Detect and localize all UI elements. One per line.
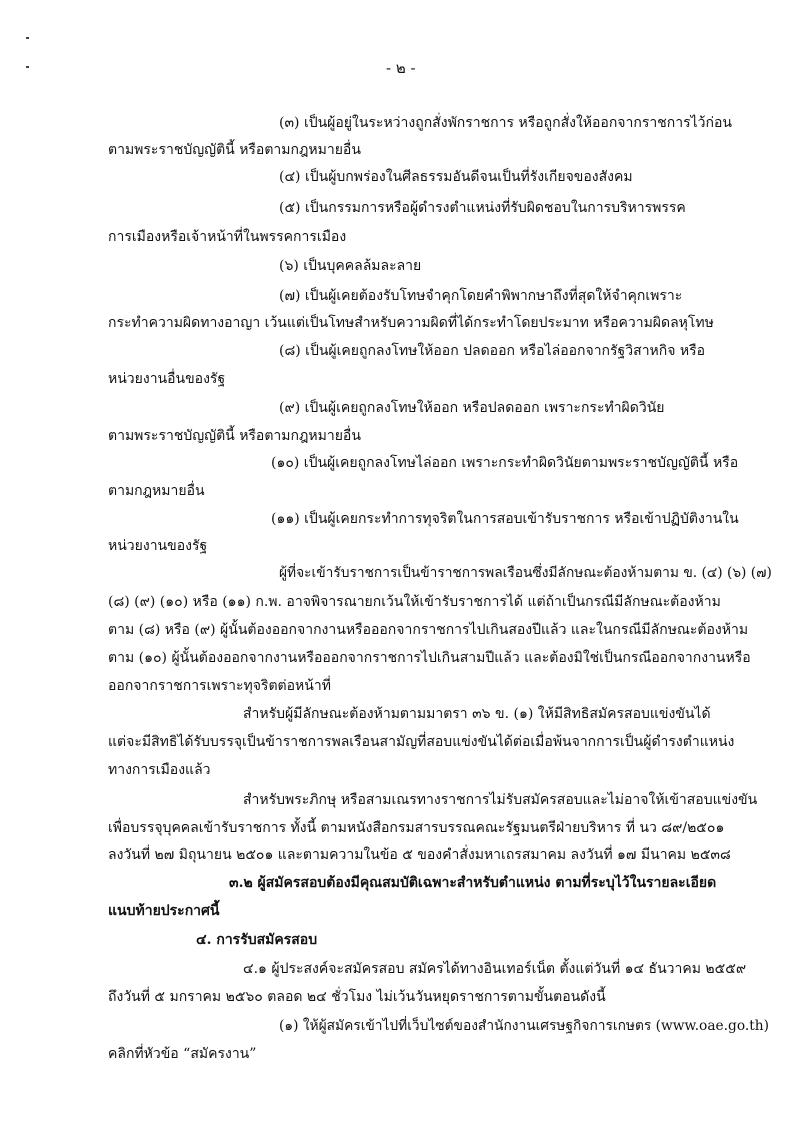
text-line: ออกจากราชการเพราะทุจริตต่อหน้าที่ bbox=[108, 678, 331, 694]
text-line: (๕) เป็นกรรมการหรือผู้ดำรงตำแหน่งที่รับผิดชอบในการบริหารพรรค bbox=[279, 200, 686, 216]
text-line: ๔.๑ ผู้ประสงค์จะสมัครสอบ สมัครได้ทางอินเทอร์เน็ต ตั้งแต่วันที่ ๑๔ ธันวาคม ๒๕๕๙ bbox=[243, 961, 747, 977]
text-line: (๘) เป็นผู้เคยถูกลงโทษให้ออก ปลดออก หรือไล่ออกจากรัฐวิสาหกิจ หรือ bbox=[279, 343, 706, 359]
text-line: ทางการเมืองแล้ว bbox=[108, 762, 211, 778]
text-line: (๓) เป็นผู้อยู่ในระหว่างถูกสั่งพักราชการ หรือถูกสั่งให้ออกจากราชการไว้ก่อน bbox=[279, 115, 732, 131]
text-line: ตาม (๘) หรือ (๙) ผู้นั้นต้องออกจากงานหรือออกจากราชการไปเกินสองปีแล้ว และในกรณีมีลักษณะต้องห้าม bbox=[108, 622, 749, 638]
text-line: (๗) เป็นผู้เคยต้องรับโทษจำคุกโดยคำพิพากษาถึงที่สุดให้จำคุกเพราะ bbox=[279, 288, 683, 304]
page-number: - ๒ - bbox=[386, 59, 416, 77]
section-heading: แนบท้ายประกาศนี้ bbox=[108, 903, 220, 919]
scan-mark bbox=[26, 37, 29, 39]
text-line: หน่วยงานอื่นของรัฐ bbox=[108, 371, 226, 387]
text-line: ตามกฎหมายอื่น bbox=[108, 483, 205, 499]
text-line: (๑) ให้ผู้สมัครเข้าไปที่เว็บไซต์ของสำนักงานเศรษฐกิจการเกษตร (www.oae.go.th) bbox=[279, 1018, 769, 1034]
text-line: เพื่อบรรจุบุคคลเข้ารับราชการ ทั้งนี้ ตามหนังสือกรมสารบรรณคณะรัฐมนตรีฝ่ายบริหาร ที่ นว ๘๙/๒๕๐๑ bbox=[108, 820, 725, 836]
text-line: (๔) เป็นผู้บกพร่องในศีลธรรมอันดีจนเป็นที่รังเกียจของสังคม bbox=[279, 169, 633, 185]
text-line: (๑๑) เป็นผู้เคยกระทำการทุจริตในการสอบเข้ารับราชการ หรือเข้าปฏิบัติงานใน bbox=[271, 511, 739, 527]
text-line: ถึงวันที่ ๕ มกราคม ๒๕๖๐ ตลอด ๒๔ ชั่วโมง ไม่เว้นวันหยุดราชการตามขั้นตอนดังนี้ bbox=[108, 989, 606, 1005]
text-line: กระทำความผิดทางอาญา เว้นแต่เป็นโทษสำหรับความผิดที่ได้กระทำโดยประมาท หรือความผิดลหุโทษ bbox=[108, 315, 714, 331]
text-line: แต่จะมีสิทธิได้รับบรรจุเป็นข้าราชการพลเรือนสามัญที่สอบแข่งขันได้ต่อเมื่อพ้นจากการเป็นผู้ดำรงตำแหน่ง bbox=[108, 734, 735, 750]
text-line: (๙) เป็นผู้เคยถูกลงโทษให้ออก หรือปลดออก เพราะกระทำผิดวินัย bbox=[279, 400, 665, 416]
text-line: (๖) เป็นบุคคลล้มละลาย bbox=[279, 258, 422, 274]
section-heading: ๓.๒ ผู้สมัครสอบต้องมีคุณสมบัติเฉพาะสำหรับตำแหน่ง ตามที่ระบุไว้ในรายละเอียด bbox=[229, 875, 717, 891]
text-line: คลิกที่หัวข้อ “สมัครงาน” bbox=[108, 1046, 257, 1062]
text-line: ตาม (๑๐) ผู้นั้นต้องออกจากงานหรือออกจากราชการไปเกินสามปีแล้ว และต้องมิใช่เป็นกรณีออกจากงานหรือ bbox=[108, 650, 751, 666]
text-line: หน่วยงานของรัฐ bbox=[108, 538, 208, 554]
text-line: ลงวันที่ ๒๗ มิถุนายน ๒๕๐๑ และตามความในข้อ ๕ ของคำสั่งมหาเถรสมาคม ลงวันที่ ๑๗ มีนาคม ๒๕๓๘ bbox=[108, 847, 731, 863]
text-line: ตามพระราชบัญญัตินี้ หรือตามกฎหมายอื่น bbox=[108, 428, 361, 444]
scan-mark bbox=[26, 66, 29, 68]
section-heading: ๔. การรับสมัครสอบ bbox=[196, 932, 318, 948]
text-line: สำหรับพระภิกษุ หรือสามเณรทางราชการไม่รับสมัครสอบและไม่อาจให้เข้าสอบแข่งขัน bbox=[243, 792, 758, 808]
text-line: การเมืองหรือเจ้าหน้าที่ในพรรคการเมือง bbox=[108, 229, 347, 245]
text-line: สำหรับผู้มีลักษณะต้องห้ามตามมาตรา ๓๖ ข. (๑) ให้มีสิทธิสมัครสอบแข่งขันได้ bbox=[243, 706, 711, 722]
text-line: (๑๐) เป็นผู้เคยถูกลงโทษไล่ออก เพราะกระทำผิดวินัยตามพระราชบัญญัตินี้ หรือ bbox=[271, 455, 739, 471]
text-line: ผู้ที่จะเข้ารับราชการเป็นข้าราชการพลเรือนซึ่งมีลักษณะต้องห้ามตาม ข. (๔) (๖) (๗) bbox=[279, 565, 772, 581]
text-line: ตามพระราชบัญญัตินี้ หรือตามกฎหมายอื่น bbox=[108, 142, 361, 158]
text-line: (๘) (๙) (๑๐) หรือ (๑๑) ก.พ. อาจพิจารณายกเว้นให้เข้ารับราชการได้ แต่ถ้าเป็นกรณีมีลักษณะต้องห้าม bbox=[108, 594, 721, 610]
